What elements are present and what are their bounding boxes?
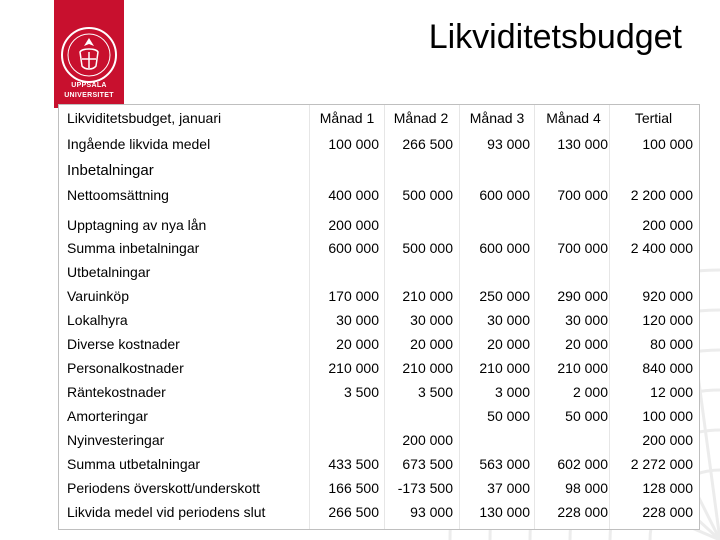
university-seal-icon: [60, 26, 118, 84]
table-cell: 602 000: [557, 456, 608, 472]
table-cell: 30 000: [336, 312, 379, 328]
table-cell: 2 272 000: [630, 456, 693, 472]
table-cell: 500 000: [402, 187, 453, 203]
table-cell: 266 500: [328, 504, 379, 520]
budget-table: [58, 104, 700, 530]
table-cell: 266 500: [402, 136, 453, 152]
section-label: Inbetalningar: [67, 162, 154, 179]
table-cell: 920 000: [642, 288, 693, 304]
table-cell: 100 000: [642, 136, 693, 152]
table-cell: 120 000: [642, 312, 693, 328]
table-cell: 50 000: [565, 408, 608, 424]
table-cell: 210 000: [328, 360, 379, 376]
table-cell: 12 000: [650, 384, 693, 400]
table-cell: 130 000: [479, 504, 530, 520]
table-row: [59, 380, 699, 404]
table-cell: 563 000: [479, 456, 530, 472]
table-cell: 673 500: [402, 456, 453, 472]
table-cell: 200 000: [402, 432, 453, 448]
table-cell: 100 000: [642, 408, 693, 424]
row-label: Likvida medel vid periodens slut: [67, 504, 266, 520]
table-row: [59, 404, 699, 428]
table-cell: 30 000: [410, 312, 453, 328]
table-cell: 3 500: [343, 384, 379, 400]
row-label: Upptagning av nya lån: [67, 217, 207, 233]
table-cell: 290 000: [557, 288, 608, 304]
table-cell: 500 000: [402, 240, 453, 256]
column-header: Månad 1: [319, 110, 375, 126]
table-cell: 228 000: [557, 504, 608, 520]
table-cell: 840 000: [642, 360, 693, 376]
table-cell: 20 000: [487, 336, 530, 352]
table-cell: 700 000: [557, 240, 608, 256]
table-cell: 166 500: [328, 480, 379, 496]
table-cell: 228 000: [642, 504, 693, 520]
table-section-row: [59, 159, 699, 183]
table-row: [59, 284, 699, 308]
column-header: Månad 2: [393, 110, 449, 126]
logo-text-line2: UNIVERSITET: [64, 92, 114, 99]
table-cell: 210 000: [402, 360, 453, 376]
table-cell: 433 500: [328, 456, 379, 472]
column-header: Månad 4: [546, 110, 601, 126]
row-label: Personalkostnader: [67, 360, 184, 376]
table-cell: 30 000: [565, 312, 608, 328]
table-row: [59, 452, 699, 476]
table-cell: 600 000: [328, 240, 379, 256]
table-row: [59, 332, 699, 356]
table-cell: 2 200 000: [630, 187, 693, 203]
row-label: Ingående likvida medel: [67, 136, 211, 152]
table-row: [59, 183, 699, 207]
table-cell: 170 000: [328, 288, 379, 304]
table-cell: 200 000: [642, 432, 693, 448]
table-cell: 128 000: [642, 480, 693, 496]
table-cell: 200 000: [642, 217, 693, 233]
table-cell: 250 000: [479, 288, 530, 304]
row-label: Summa inbetalningar: [67, 240, 200, 256]
table-cell: 20 000: [565, 336, 608, 352]
slide-title: Likviditetsbudget: [428, 18, 682, 56]
university-logo: [54, 0, 124, 108]
table-cell: -173 500: [397, 480, 453, 496]
table-cell: 210 000: [479, 360, 530, 376]
row-label: Nyinvesteringar: [67, 432, 165, 448]
table-section-row: [59, 260, 699, 284]
table-row: [59, 132, 699, 156]
table-cell: 2 000: [572, 384, 608, 400]
table-cell: 400 000: [328, 187, 379, 203]
table-cell: 2 400 000: [630, 240, 693, 256]
table-row: [59, 308, 699, 332]
table-cell: 93 000: [487, 136, 530, 152]
row-label: Nettoomsättning: [67, 187, 169, 203]
section-label: Utbetalningar: [67, 264, 151, 280]
table-cell: 700 000: [557, 187, 608, 203]
header-label: Likviditetsbudget, januari: [67, 110, 222, 126]
row-label: Summa utbetalningar: [67, 456, 201, 472]
table-row: [59, 236, 699, 260]
table-cell: 200 000: [328, 217, 379, 233]
table-cell: 80 000: [650, 336, 693, 352]
table-row: [59, 428, 699, 452]
column-header: Tertial: [634, 110, 673, 126]
table-cell: 600 000: [479, 187, 530, 203]
table-row: [59, 500, 699, 524]
column-header: Månad 3: [469, 110, 525, 126]
table-cell: 37 000: [487, 480, 530, 496]
row-label: Periodens överskott/underskott: [67, 480, 260, 496]
table-cell: 600 000: [479, 240, 530, 256]
row-label: Räntekostnader: [67, 384, 166, 400]
row-label: Amorteringar: [67, 408, 148, 424]
logo-text-line1: UPPSALA: [71, 82, 107, 89]
table-cell: 3 000: [494, 384, 530, 400]
table-cell: 210 000: [557, 360, 608, 376]
table-cell: 50 000: [487, 408, 530, 424]
table-cell: 30 000: [487, 312, 530, 328]
table-cell: 210 000: [402, 288, 453, 304]
table-row: [59, 476, 699, 500]
table-cell: 93 000: [410, 504, 453, 520]
table-header-row: [59, 106, 699, 130]
table-cell: 3 500: [417, 384, 453, 400]
table-cell: 100 000: [328, 136, 379, 152]
row-label: Lokalhyra: [67, 312, 128, 328]
table-cell: 98 000: [565, 480, 608, 496]
table-cell: 130 000: [557, 136, 608, 152]
row-label: Diverse kostnader: [67, 336, 180, 352]
row-label: Varuinköp: [67, 288, 130, 304]
table-cell: 20 000: [336, 336, 379, 352]
table-row: [59, 213, 699, 237]
table-row: [59, 356, 699, 380]
table-cell: 20 000: [410, 336, 453, 352]
